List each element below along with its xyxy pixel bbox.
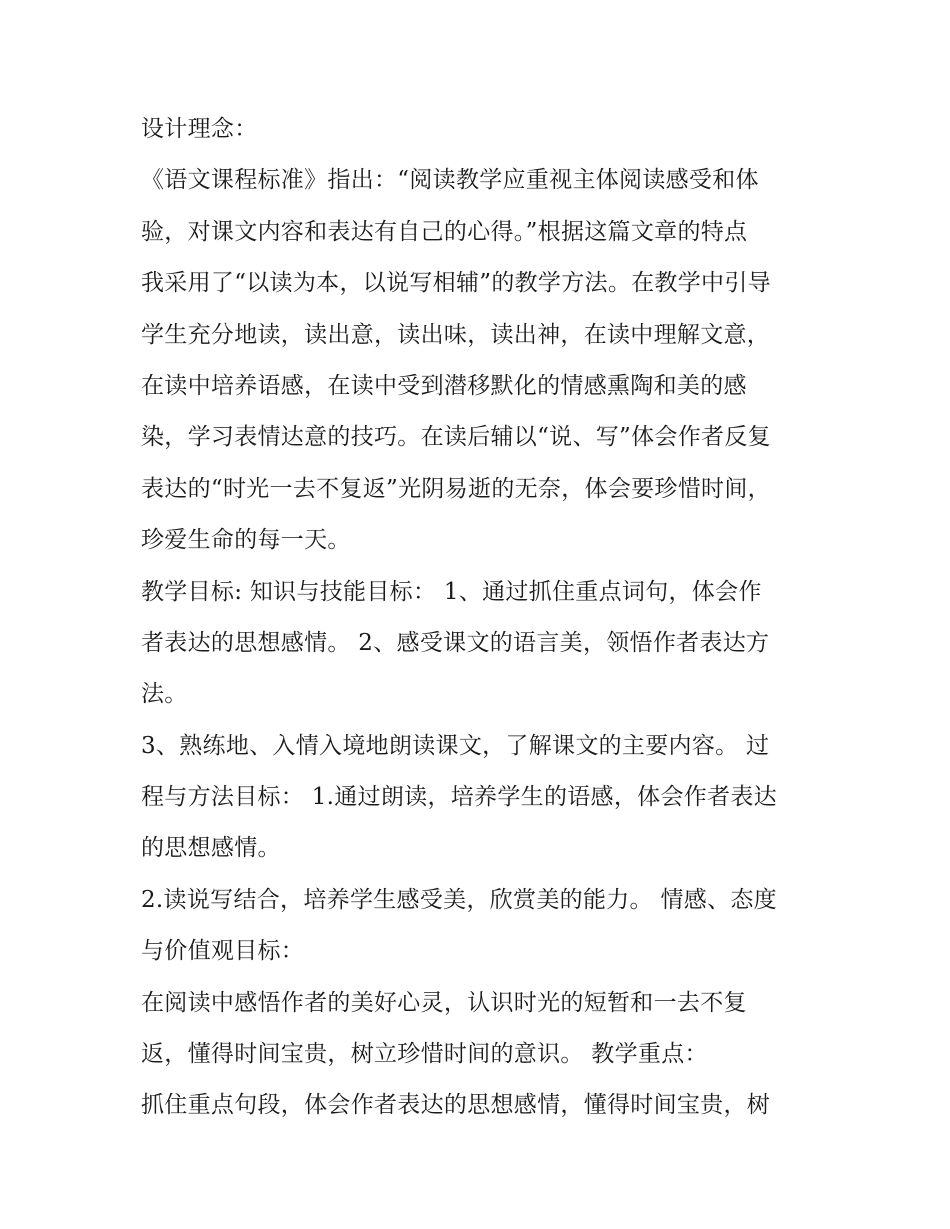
text-line: 法。	[141, 681, 188, 708]
document-body	[141, 104, 821, 1132]
text-line: 3、熟练地、入情入境地朗读课文，了解课文的主要内容。 过	[141, 732, 770, 759]
text-line: 教学目标: 知识与技能目标： 1、通过抓住重点词句，体会作	[141, 578, 762, 605]
text-line: 染，学习表情达意的技巧。在读后辅以“说、写”体会作者反复	[141, 424, 771, 451]
text-line: 2.读说写结合，培养学生感受美，欣赏美的能力。 情感、态度	[141, 886, 777, 913]
text-line: 我采用了“以读为本，以说写相辅”的教学方法。在教学中引导	[141, 270, 771, 297]
text-line: 者表达的思想感情。 2、感受课文的语言美，领悟作者表达方	[141, 629, 770, 656]
text-line: 《语文课程标准》指出：“阅读教学应重视主体阅读感受和体	[141, 167, 759, 194]
text-line: 与价值观目标：	[141, 938, 305, 965]
text-line: 返，懂得时间宝贵，树立珍惜时间的意识。 教学重点：	[141, 1041, 708, 1068]
text-line: 的思想感情。	[141, 835, 281, 862]
text-line: 程与方法目标： 1.通过朗读，培养学生的语感，体会作者表达	[141, 784, 777, 811]
text-line: 在读中培养语感，在读中受到潜移默化的情感熏陶和美的感	[141, 372, 747, 399]
text-line: 设计理念：	[141, 116, 258, 142]
text-line: 验，对课文内容和表达有自己的心得。”根据这篇文章的特点	[141, 218, 748, 245]
text-line: 抓住重点句段，体会作者表达的思想感情，懂得时间宝贵，树	[141, 1092, 771, 1119]
text-line: 在阅读中感悟作者的美好心灵，认识时光的短暂和一去不复	[141, 989, 747, 1016]
text-line: 珍爱生命的每一天。	[141, 527, 351, 554]
text-line: 表达的“时光一去不复返”光阴易逝的无奈，体会要珍惜时间，	[141, 475, 771, 502]
text-line: 学生充分地读，读出意，读出味，读出神，在读中理解文意，	[141, 321, 771, 348]
